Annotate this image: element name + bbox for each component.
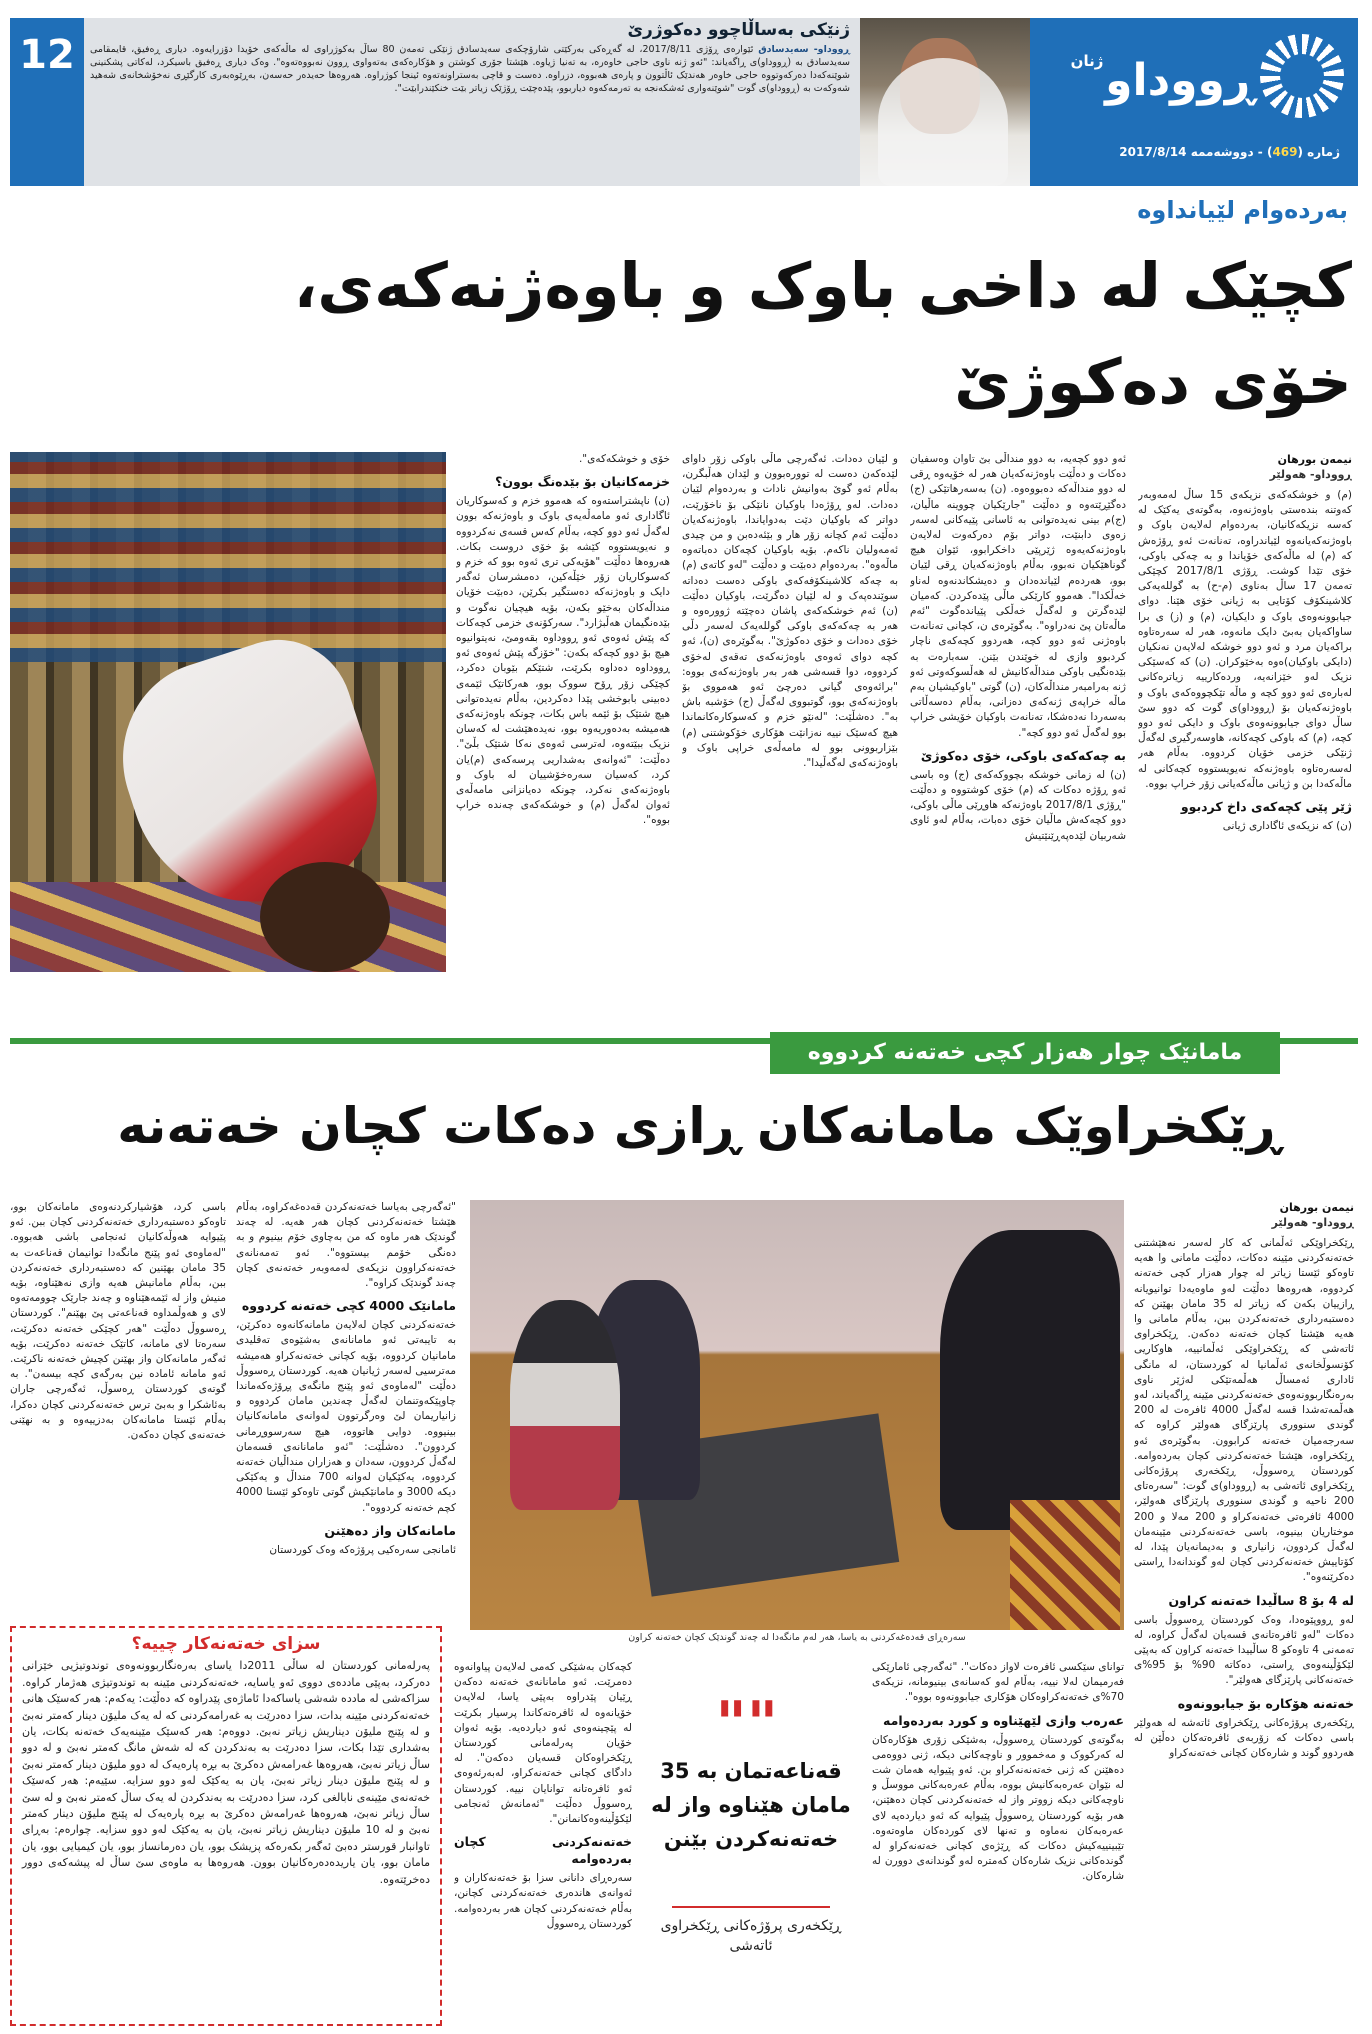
article1-paragraph: ئەو دوو کچەیە، بە دوو منداڵی بێ تاوان وەسفیان دەکات و دەڵێت باوەژنەکەیان هەر لە خۆیەوە ڕقی لە دوو منداڵەکە دەبووەوە. (ن) بەسەرهاتێکی (ج) دەگێڕێتەوە و دەڵێت "جارێکیان چووینە ماڵیان، (ج)م بینی نەیدەتوانی بە ئاسانی پێیەکانی لەسەر زەوی دابنێت، دواتر بۆم دەرکەوت لەلایەن باوەژنەکەیەوە ژێرپێی داخکرابوو، ئێوان هیچ گوناهێکیان نەبوو، بەڵام باوەژنەکەیان ڕقی لێیان بوو، هەردەم لێیاندەدان و دەیشکاندنەوە لەناو خەڵکدا". هەموو کارێکی ماڵی پێدەکردن. کەمیان لێدەگرتن و لەگەڵ خەڵکی پێیاندەگوت "ئەم ماڵەتان پێ نەدراوە". بەگوێرەی ن، کچانی تەنانەت باوەژنی ئەو دوو کچە، هەردوو کچەکەی ناچار کردبوو وازی لە خوێندن بێنن. سەبارەت بە بێدەنگیی باوکی منداڵەکانیش لە هەڵسوکەوتی ئەو ژنە بەرامبەر منداڵەکان، (ن) گوتی "باوکیشیان بەم ماڵە خراپەی ژنەکەی دەزانی، بەڵام دەسەڵاتی بەسەردا نەدەشکا، تەنانەت باوکیان خۆیشی خراپ بوو لەگەڵ ئەو دوو کچە". xyxy=(910,453,1126,739)
article1-column-2 xyxy=(910,452,1126,1012)
article2-subhead: مامانەکان واز دەهێنن xyxy=(324,1522,456,1538)
article2-subhead: عەرەب وازی لێهێناوە و کورد بەردەوامە xyxy=(883,1712,1124,1728)
article1-subhead: ژێر پێی کچەکەی داخ کردبوو xyxy=(1180,799,1352,815)
article2-column-5 xyxy=(872,1660,1124,2026)
article1-paragraph: (ن) کە نزیکەی ئاگاداری ژیانی xyxy=(1222,820,1352,833)
article2-column-3 xyxy=(10,1200,226,1620)
article2-kicker: مامانێک چوار هەزار کچی خەتەنە کردووە xyxy=(770,1032,1280,1074)
photo-blanket xyxy=(10,452,446,662)
brief-news-item xyxy=(90,20,850,182)
photo-pillow xyxy=(1010,1500,1120,1630)
article1-paragraph: (ن) ناپشتراستەوە کە هەموو خزم و کەسوکاریان ئاگاداری ئەو مامەڵەیەی باوک و باوەژنەکە بوون لەگەڵ ئەو دوو کچە، بەڵام کەس قسەی نەکردووە و نەیویستووە کێشە بۆ خۆی دروست بکات. هەروەها دەڵێت "هۆیەکی تری ئەوە بوو کە خزم و کەسوکاریان زۆر خێڵەکین، دەمشرسان ئەگەر دایک و باوەژنەکە دەستگیر بکرێن، دەبێت خۆیان منداڵەکان بەخێو بکەن، بۆیە هیچیان نەگوت و بێدەنگیمان هەڵبژارد". سەرکۆنەی خزمی کچەکات کە پێش ئەوەی ئەو ڕووداوە بقەومێ، نەیتوانیوە هیچ بۆ دوو کچەکە بکەن: "خۆزگە پێش ئەوەی ئەو ڕووداوە دەداوە بکرێت، شتێکم بێوبان دەکرد، کچێکی زۆر ڕۆح سووک بوو، هەرکاتێک ئێمەی دەبینی بابوخشی پێدا دەکردین، بەڵام نەیدەتوانی هیچ شتێک بۆ ئێمە باس بکات، چونکە باوەژنەکەی هەمیشە بەدەوریەوە بوو، نەیدەهێشت لە کەسان نزیک ببێتەوە، لەترسی ئەوەی نەکا شتێک بڵێ". دەڵێت: "ئەوانەی بەشداریی پرسەکەی (م)یان کرد، کەسیان سەرەخۆشییان لە باوک و باوەژنەکەی نەکرد، چونکە دەیانزانی مامەڵەی ئەوان لەگەڵ (م) و خوشکەکەی چەندە خراپ بووە". xyxy=(456,495,670,827)
pull-quote xyxy=(642,1689,860,1994)
photo-hair xyxy=(260,862,390,972)
article2-headline: ڕێکخراوێک مامانەکان ڕازی دەکات کچان خەتەنە xyxy=(117,1097,1281,1155)
photo-woman-right xyxy=(940,1230,1120,1530)
article1-paragraph: (م) و خوشکەکەی نزیکەی 15 ساڵ لەمەوبەر کەوتنە بندەستی باوەژنەوە، بەگوتەی یەکێک لە کەسە نزیکەکانیان، بەردەوام لەلایەن باوک و باوەژنەکەیانەوە لێیاندراوە، تەنانەت ئەو ڕۆژەش کە (م) لە ماڵەکەی خۆیاندا و بە چەکی باوکی، خۆی تێدا کوشت. ڕۆژی 2017/8/1 کچێکی تەمەن 17 ساڵ بەناوی (م-ح) بە گوللەیەکی کلاشینکۆف کۆتایی بە ژیانی خۆی هێنا. دوای جیابوونەوەی باوک و دایکیان، (م) و (ز) ی برا ساواکەیان بەبێ دایک مانەوە، هەر لە سەرەتاوە براکەیان مرد و ئەو دوو خوشکە لەلایەن نەنکیان (دایکی باوکیان)ەوە بەخێوکران. (ن) کە کەسێکی نزیک لەو خێزانەیە، وردەکارییە زیاترەکانی لەبارەی ئەو دوو کچە و ماڵە تێکچووەکەی باوک و باوەژنەکەیان بۆ (ڕووداو)ی گوت کە دوو سێ ساڵ دوای جیابوونەوەی باوک و دایکی ئەو دوو کچە، (م) کە باوکی کچەکانە، هاوسەرگیری لەگەڵ ژنێکی خزمی خۆیان کردووە. بەڵام هەر لەسەرەتاوە باوەژنەکە نەیویستووە کچەکانی لە ماڵەکەدا بن و ژیانی ماڵەکەیانی زۆر خراپ بووە. xyxy=(1138,489,1352,790)
article2-byline xyxy=(1134,1200,1354,1230)
article2-paragraph: ڕێکخەری پرۆژەکانی ڕێکخراوی ئاتەشە لە هەولێر باسی دەکات کە زۆربەی ئافرەتەکان دەڵێن لە هەردوو گوند و شارەکان کچانی خەتەنەکراو xyxy=(1134,1716,1354,1760)
article1-byline xyxy=(1138,452,1352,482)
article2-subhead: لە 4 بۆ 8 ساڵیدا خەتەنە کراون xyxy=(1168,1592,1354,1608)
article2-paragraph: لەو ڕووپێوەدا، وەک کوردستان ڕەسووڵ باسی دەکات "لەو ئافرەتانەی قسەیان لەگەڵ کراوە، لە تەمەنی 4 تاوەکو 8 ساڵییدا خەتەنە کراون کە بەپێی لێکۆڵینەوەی ڕاستی، دەکاتە 90% بۆ 95%ی خەتەنەکانی پارێزگای هەولێر". xyxy=(1134,1613,1354,1687)
issue-info: ژمارە (469) - دووشەممە 2017/8/14 xyxy=(1119,145,1340,159)
article1-paragraph: خۆی و خوشکەکەی". xyxy=(578,453,670,465)
article1-column-3 xyxy=(682,452,898,1012)
article2-paragraph: توانای سێکسی ئافرەت لاواز دەکات". "ئەگەرچی ئامارێکی فەرمیمان لەلا نییە، بەڵام لەو کەسانەی بینیومانە، نزیکەی 70%ی خەتەنەکراوەکان هۆکاری جیابوونەوە بووە". xyxy=(872,1661,1124,1704)
issue-close: ) xyxy=(1266,145,1273,159)
pull-quote-divider xyxy=(672,1906,830,1908)
page-number: 12 xyxy=(10,18,84,92)
article2-paragraph: باسی کرد، هۆشیارکردنەوەی مامانەکان بوو، تاوەکو دەستبەرداری خەتەنەکردنی کچان ببن. ئەو پێیوایە هەوڵەکانیان ئەنجامی باشی هەبووە. "لەماوەی ئەو پێنج مانگەدا توانیمان قەناعەت بە 35 مامان بهێنین کە دەستبەرداری خەتەنەکردن ببن، بەڵام مامانیش هەیە وازی نەهێناوە، بۆیە منیش واز لە ئێمەهێناوە و چەند جارێک چوومەتەوە لای و هەوڵمداوە قەناعەتی پێ بهێنم". کوردستان ڕەسووڵ دەڵێت "هەر کچێکی خەتەنە دەکرێت، سەرەتا لای مامانە، کاتێک خەتەنە دەکرێت، بۆیە ئەگەر مامانەکان واز بهێنن کچیش خەتەنە ناکرێت. ئەو مامانە ئامادە نین بەرگەی کچە بیسەن". بە گوتەی کوردستان ڕەسوڵ، ئەگەرچی جاران بەئاشکرا و بەبێ ترس خەتەنەکردنی کچان دەکرا، بەڵام ئێستا مامانەکان بەدزییەوە و بە نهێنی خەتەنەی کچان دەکەن. xyxy=(10,1201,226,1442)
article2-location: ڕووداو- هەولێر xyxy=(1271,1216,1354,1229)
article2-subhead: مامانێک 4000 کچی خەتەنە کردووە xyxy=(241,1298,456,1314)
quote-mark-icon: "" xyxy=(715,1689,778,1759)
article1-kicker: بەردەوام لێیانداوە xyxy=(1137,196,1348,224)
article2-photo xyxy=(470,1200,1124,1630)
article1-subhead: خزمەکانیان بۆ بێدەنگ بوون؟ xyxy=(495,474,670,490)
article2-paragraph: کچەکان بەشێکی کەمی لەلایەن پیاوانەوە دەمرێت. ئەو مامانانەی خەتەنە دەکەن ڕێیان پێدراوە بەپێی یاسا، لەلایەن خۆیانەوە لە ئافرەتەکاندا پرسیار بکرێت لە پێچینەوەی ئەو دیاردەیە. بۆیە ئەوان خۆیان پەرلەمانی کوردستان ڕێکخراوەکان قسەیان دەکەن". لە دادگای کچانی خەتەنەکراو، لەبەرئەوەی ئەو ئافرەتانە توانایان نییە. کوردستان ڕەسووڵ دەڵێت "ئەمانەش ئەنجامی لێکۆڵینەوەکانمانن". xyxy=(454,1661,632,1826)
article2-paragraph: خەتەنەکردنی کچان لەلایەن مامانەکانەوە دەکرێن، بە تایبەتی ئەو مامانانەی بەشێوەی تەقلیدی مامانیان کردووە، بۆیە کچانی خەتەنەکراو هەمیشە مەترسیی لەسەر ژیانیان هەیە. کوردستان ڕەسووڵ دەڵێت "لەماوەی ئەو پێنج مانگەی پڕۆژەکەماندا چاوپێکەوتنمان لەگەڵ چەندین مامان کردووە و زانیاریمان لێ وەرگرتوون لەوانەی مامانەکانیان بینیووە. دوایی هاتووە، هیچ سەرسووڕمانی کردوون". دەشڵێت: "ئەو مامانانەی قسەمان لەگەڵ کردوون، سەدان و هەزاران منداڵیان خەتەنە کردووە، یەکێکیان لەوانە 700 منداڵ و یەکێکی دیکە 3000 و مامانێکیش گوتی تاوەکو ئێستا 4000 کچم خەتەنە کردووە". xyxy=(236,1319,456,1514)
article1-photo xyxy=(10,452,446,972)
article2-column-4 xyxy=(454,1660,632,2026)
issue-number: 469 xyxy=(1272,145,1298,159)
article2-column-1 xyxy=(1134,1200,1354,2026)
article2-paragraph: ڕێکخراوێکی ئەڵمانی کە کار لەسەر نەهێشتنی خەتەنەکردنی مێینە دەکات، دەڵێت مامانی وا هەیە تاوەکو ئێستا زیاتر لە چوار هەزار کچی خەتەنە کردووە، هەروەها دەڵێت لەو ماوەیەدا توانیویانە ڕازییان بکەن کە زیاتر لە 35 مامان بهێنن کە دەستبەرداری خەتەنەکردن ببن، بەڵام مامانی وا هەیە هێشتا کچان خەتەنە دەکەن. ڕێکخراوی ئاتەشی کە ڕێکخراوێکی ئەڵمانییە، هاوکاریی کۆنسوڵخانەی ئەڵمانیا لە کوردستان، لە مانگی ئاداری ئەمساڵ هەڵمەتێکی لەژێر ناوی بەرەنگاربوونەوەی خەتەنەکردنی مێینە ڕاگەیاند، لەو هەڵمەتەشدا قسە لەگەڵ 4000 ئافرەت لە 200 گوندی سنووری پارێزگای هەولێر کراوە کە سەرجەمیان خەتەنە کرابوون. بەگوێرەی ئەو ڕێکخراوە، هێشتا خەتەنەکردنی کچان بەردەوامە. کوردستان ڕەسووڵ، ڕێکخەری پرۆژەکانی ڕێکخراوی ئاتەشی بە (ڕووداو)ی گوت: "سەرەتای 200 ناحیە و گوندی سنووری پارێزگای هەولێر، 4000 ئافرەتی خەتەنەکراو و 200 مەلا و 200 موختاریان بینیوە، باسی خەتەنەکردنی مێینەمان لەگەڵ کردوون، زانیاری و بەدیمانەیان پێدا، لە کۆتاییش خەتەنەکردنی کچان لەو گوندانەدا ڕاستی دەکرێنەوە". xyxy=(1134,1237,1354,1584)
article2-subhead: خەتەنەکردنی کچان بەردەوامە xyxy=(454,1834,632,1867)
penalty-sidebar-box xyxy=(10,1626,442,2026)
issue-date: دووشەممە 2017/8/14 xyxy=(1119,145,1254,159)
article1-subhead: بە چەکەکەی باوکی، خۆی دەکوژێ xyxy=(920,747,1126,763)
article2-photo-caption: سەرەڕای قەدەغەکردنی بە یاسا، هەر لەم مانگەدا لە چەند گوندێک کچان خەتەنە کراون xyxy=(628,1632,966,1643)
article1-author: نیمەن بورهان xyxy=(1277,453,1352,466)
article2-paragraph: ئامانجی سەرەکیی پرۆژەکە وەک کوردستان xyxy=(269,1543,456,1556)
article2-paragraph: "ئەگەرچی بەیاسا خەتەنەکردن قەدەغەکراوە، بەڵام هێشتا خەتەنەکردنی کچان هەر هەیە. لە چەند گوندێک هەر ماوە کە من بەچاوی خۆم بینیوم و بە دەنگی خۆمم بیستووە". ئەو تەمەنانەی خەتەنەکراوون نزیکەی لەمەوبەر خەتەنەی کچان چەند گوندێک کراوە". xyxy=(236,1201,456,1290)
article2-subhead: خەتەنە هۆکارە بۆ جیابوونەوە xyxy=(1177,1695,1354,1711)
article1-location: ڕووداو- هەولێر xyxy=(1269,468,1352,481)
brief-news-byline: ڕووداو- سەیدسادق xyxy=(758,44,850,55)
banner-accent-block xyxy=(10,92,84,186)
pull-quote-source: ڕێکخەری پرۆژەکانی ڕێکخراوی ئاتەشی xyxy=(660,1918,842,1954)
rudaw-sun-logo-icon xyxy=(1260,34,1344,118)
article1-headline: کچێک لە داخی باوک و باوەژنەکەی، خۆی دەکوژێ xyxy=(293,249,1352,418)
masthead-logo-word: ڕووداو xyxy=(1105,55,1255,106)
issue-label: ژمارە ( xyxy=(1297,145,1340,159)
article1-column-4 xyxy=(456,452,670,1012)
masthead-section-label: ژنان xyxy=(1070,52,1104,70)
pull-quote-text: قەناعەتمان بە 35 مامان هێناوە واز لە خەتەنەکردن بێنن xyxy=(651,1759,851,1851)
article2-column-2 xyxy=(236,1200,456,1620)
article2-paragraph: بەگوتەی کوردستان ڕەسووڵ، بەشێکی زۆری هۆکارەکان لە کەرکووک و مەخموور و ناوچەکانی دیکە، ژنی دووەمی دەهێنن کە ژنی خەتەنەنەکراو بن. ئەو پێیوایە هەمان شت لە نێوان عەرەبەکانیش بووە، بەڵام عەرەبەکانی مووسڵ و ناوچەکانی دیکە زووتر واز لە خەتەنەکردنی کچان دەهێنن، هەر بۆیە کوردستان ڕەسووڵ پێیوایە کە ئەو دیاردەیە لای عەرەبەکان نەماوە و تەنها لای کوردەکان ماوەتەوە. تێبینییەکیش دەکات کە ڕێژەی کچانی خەتەنەکراو لە گوندەکانی نزیک شارەکان کەمترە لەو گوندانەی دوورن لە شارەکان. xyxy=(872,1733,1124,1883)
article1-column-1 xyxy=(1138,452,1352,1012)
brief-news-body: ئێوارەی ڕۆژی 2017/8/11، لە گەڕەکی بەرکێتی شارۆچکەی سەیدسادق ژنێکی تەمەن 80 ساڵ بەکوژراوی لە ماڵەکەی خۆیدا دۆزرایەوە. دیاری ڕەفیق، قایمقامی سەیدسادق بە (ڕووداو)ی ڕاگەیاند: "ئەو ژنە ناوی حاجی خاوەرە، بە تەنیا ژیاوە. هێشتا جۆری کوشتن و هۆکارەکەی بەتەواوی ڕوون نەبووەتەوە". وەک دیاری ڕەفیق باسیکرد، لەکاتی پشکنینی شوێنەکەدا دەرکەوتووە حاجی خاوەر هەندێک ئاڵتوون و پارەی هەبووە، دزراوە. دەست و قاچی بەستراونەتەوە ئینجا کوژراوە. هەروەها حەیدەر حەسەن، بەڕێوەبەری کارگێڕی نەخۆشخانەی شەهید شەوکەت بە (ڕووداو)ی گوت "شوێنەواری ئەشکەنجە بە تەرمەکەوە دیاربوو، پێدەچێت ڕۆژێک زیاتر بێت خنکێندرابێت". xyxy=(90,44,850,94)
photo-girl xyxy=(510,1300,620,1510)
article1-paragraph: و لێیان دەدات. ئەگەرچی ماڵی باوکی زۆر داوای لێدەکەن دەست لە توورەبوون و لێدان هەڵبگرن، بەڵام ئەو گوێ بەوانیش نادات و بەردەوام لێیان دەدات. لەو ڕۆژەدا باوکیان نانێکی بۆ ناخۆرێت، دواتر کە باوکیان دێت بەدوایاندا، باوەژنەکەیان دەڵێت ئەم کچانە زۆر هار و بێئەدەبن و من چیدی ئەمەولیان ناکەم. بۆیە باوکیان کچەکان دەباتەوە ماڵەوە". بەردەوام دەبێت و دەڵێت "لەو کاتەی (م) بە چەکە کلاشینکۆفەکەی باوکی دەست دەداتە سوێندەپەک و لە لێیان دەگرێت، باوکیان دەڵێت (ن) ئەم خوشکەکەی پاشان دەچێتە ژوورەوە و هەر بە چەکەکەی باوکی گوللەیەک لەسەر دڵی خۆی دەدات و خۆی دەکوژێ". بەگوێرەی (ن)، ئەو کچە دوای ئەوەی باوەژنەکەی تەقەی لەخۆی کردووە، دوا قسەشی هەر بەر باوەژنەکەی بووە: "برائەوەی گیانی دەرچێ ئەو هەمووی بۆ باوەژنەکەی بوو، گوتبووی لەگەڵ (ج) خۆشبە باش بە". دەشڵێت: "لەنێو خزم و کەسوکارەکانماندا هیچ کەسێک نییە نەزانێت هۆکاری خۆکوشتنی (م) بێزاربوونی بوو لە مامەڵەی خراپی باوک و باوەژنەکەی لەگەڵیدا". xyxy=(682,453,898,770)
article2-author: نیمەن بورهان xyxy=(1279,1201,1354,1214)
penalty-box-title: سزای خەتەنەکار چییە؟ xyxy=(131,1634,321,1654)
penalty-box-body: پەرلەمانی کوردستان لە ساڵی 2011دا یاسای بەرەنگاربوونەوەی توندوتیژیی خێزانی دەرکرد، بەپێی ماددەی دووی ئەو یاسایە، خەتەنەکردنی مێینە بە توندوتیژی هەژمار کراوە. سزاکەشی لە ماددە شەشی یاساکەدا ئاماژەی پێدراوە کە دەڵێت: یەکەم: هەر کەسێک هانی خەتەنەکردنی مێینە بدات، سزا دەدرێت بە غەرامەکردنی کە لە یەک ملیۆن دینار کەمتر نەبێ و لە پێنج ملیۆن دیناریش زیاتر نەبێ. دووەم: هەر کەسێک مێینەیەک خەتەنە بکات، یان بەشداری تێدا بکات، سزا دەدرێت بە بەندکردن کە لە شەش مانگ کەمتر نەبێ و لە دوو ساڵ زیاتر نەبێ، هەروەها غەرامەش دەکرێ بە بڕە پارەیەک لە دوو ملیۆن دینار کەمتر نەبێ و لە پێنج ملیۆن دینار زیاتر نەبێ، یان بە یەکێک لەو دوو سزایە. سێیەم: هەر کەسێک خەتەنەی مێینەی نابالغی کرد، سزا دەدرێت بە بەندکردن لە یەک ساڵ کەمتر نەبێ و لە سێ ساڵ زیاتر نەبێ، هەروەها غەرامەش دەکرێ بە بڕە پارەیەک لە پێنج ملیۆن دینار کەمتر نەبێ و لە 10 ملیۆن دیناریش زیاتر نەبێ، یان بە یەکێک لەو دوو سزایە. چوارەم: بەڕای تاوانبار قورستر دەبێ ئەگەر بکەرەکە پزیشک بوو، یان دەرمانساز بوو، یان کیمیایی بوو، یان مامان بوو، یان یاریدەدەرەکانیان بوون. هەروەها بە ماوەی سێ ساڵ لە پیشەکەی دوور دەخرێتەوە. xyxy=(22,1659,430,1886)
elderly-woman-portrait-photo xyxy=(860,18,1030,186)
brief-news-title: ژنێکی بەساڵاچوو دەکوژرێ xyxy=(627,20,850,40)
article2-paragraph: سەرەڕای دانانی سزا بۆ خەتەنەکاران و ئەوانەی هاندەری خەتەنەکردنی کچانن، بەڵام خەتەنەکردنی کچان هەر بەردەوامە. کوردستان ڕەسووڵ xyxy=(454,1872,632,1930)
article1-paragraph: (ن) لە زمانی خوشکە بچووکەکەی (ج) وە باسی ئەو ڕۆژە دەکات کە (م) خۆی کوشتووە و دەڵێت "ڕۆژی 2017/8/1 باوەژنەکە هاوڕێی ماڵی باوکی، دوو کچەکەش ماڵیان خۆی دەبات، بەڵام لەو ئاوی شەربیان لێدەپەڕێنێتیش xyxy=(910,768,1126,842)
